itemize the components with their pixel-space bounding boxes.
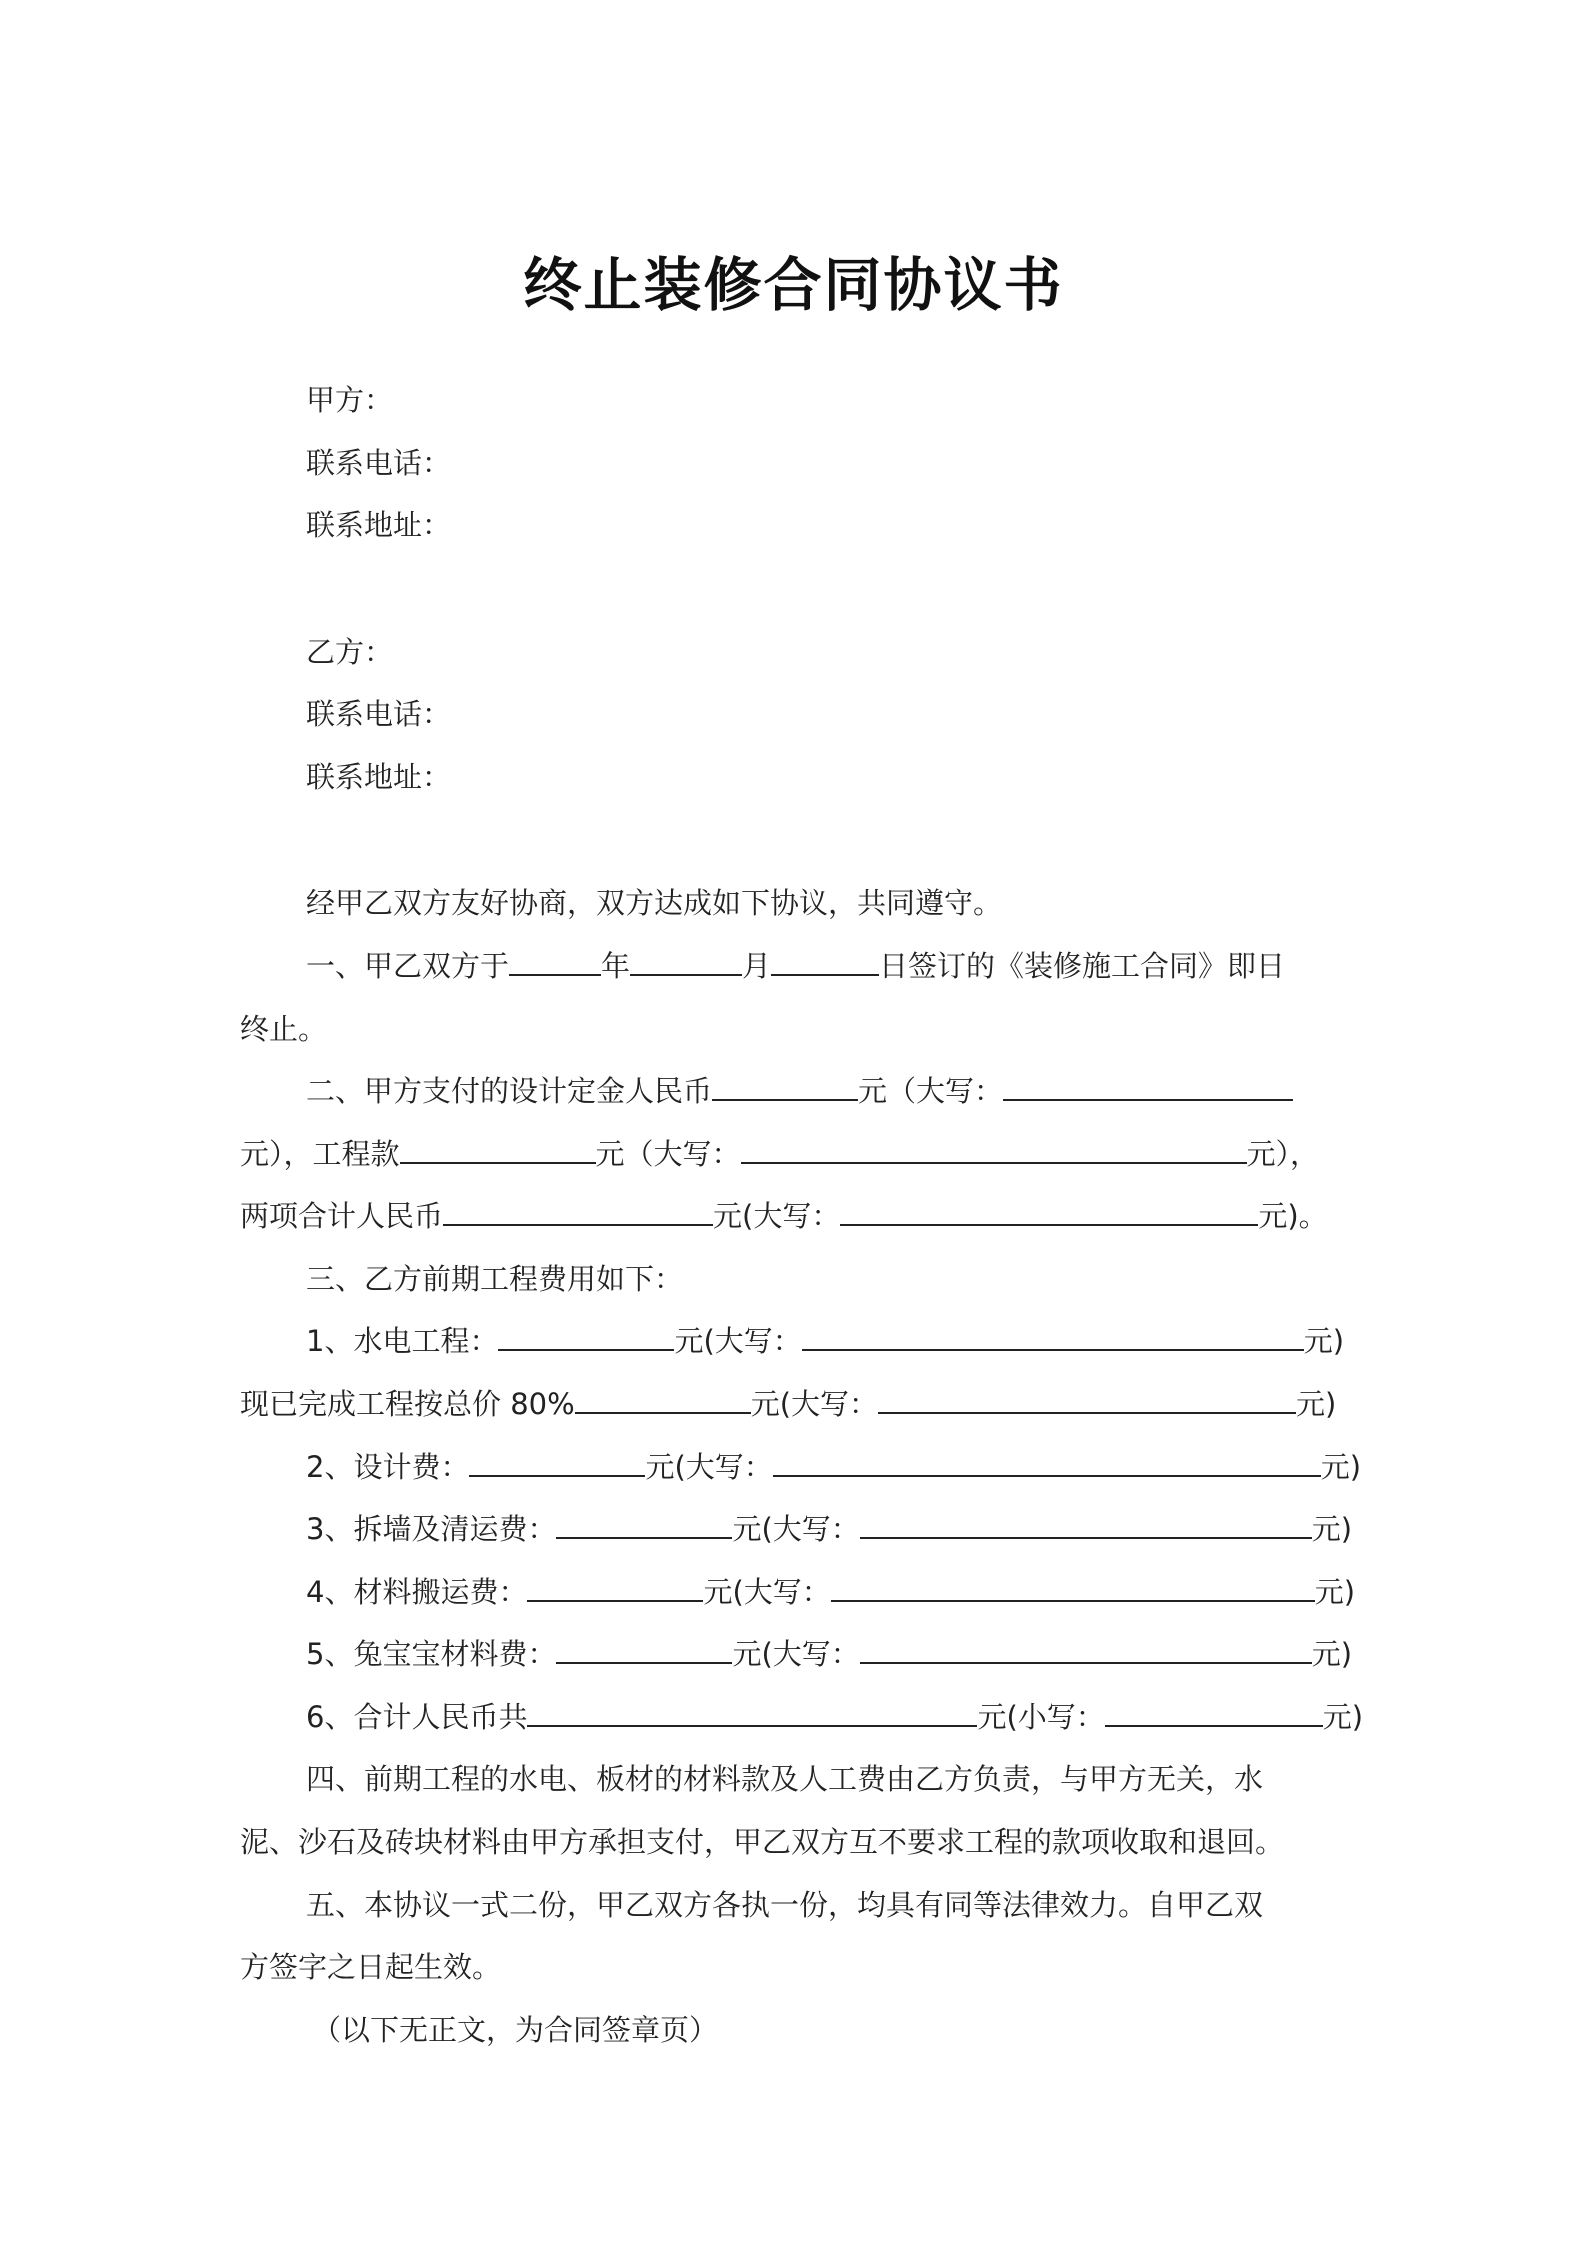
yuan-close: 元) bbox=[1311, 1637, 1353, 1671]
fee-item-label: 3、拆墙及清运费： bbox=[306, 1512, 557, 1546]
project-fee-blank bbox=[400, 1136, 596, 1164]
daxie-label: 元（大写： bbox=[858, 1074, 1004, 1108]
xiaoxie-blank bbox=[1105, 1699, 1323, 1727]
clause-1-line-2: 终止。 bbox=[240, 1012, 328, 1046]
intro-paragraph: 经甲乙双方友好协商，双方达成如下协议，共同遵守。 bbox=[306, 886, 1003, 920]
fee-item-4 bbox=[306, 1572, 1355, 1612]
daxie-blank bbox=[773, 1449, 1321, 1477]
day-blank bbox=[771, 948, 879, 976]
fee-item-label: 4、材料搬运费： bbox=[306, 1575, 528, 1609]
completed-work-line bbox=[240, 1384, 1336, 1424]
amount-blank bbox=[469, 1449, 645, 1477]
fee-item-3 bbox=[306, 1509, 1352, 1549]
amount-blank bbox=[575, 1386, 751, 1414]
daxie-blank bbox=[802, 1323, 1304, 1351]
completed-work-label: 现已完成工程按总价 80% bbox=[240, 1387, 575, 1421]
month-blank bbox=[630, 948, 742, 976]
project-fee-label: 元），工程款 bbox=[240, 1137, 400, 1171]
total-amount-blank bbox=[527, 1699, 977, 1727]
fee-item-label: 6、合计人民币共 bbox=[306, 1700, 528, 1734]
daxie-label: 元(大写： bbox=[703, 1575, 831, 1609]
amount-blank bbox=[556, 1511, 732, 1539]
day-sign-text: 日签订的《装修施工合同》即日 bbox=[879, 949, 1286, 983]
daxie-blank bbox=[878, 1386, 1296, 1414]
clause-2-line-3 bbox=[240, 1196, 1328, 1236]
year-label: 年 bbox=[601, 949, 631, 983]
total-amount-blank bbox=[443, 1198, 713, 1226]
deposit-daxie-blank bbox=[1003, 1073, 1293, 1101]
party-b-label: 乙方： bbox=[306, 635, 394, 669]
clause-4-line-2: 泥、沙石及砖块材料由甲方承担支付，甲乙双方互不要求工程的款项收取和退回。 bbox=[240, 1825, 1285, 1859]
fee-item-1 bbox=[306, 1321, 1344, 1361]
clause-1-text: 一、甲乙双方于 bbox=[306, 949, 510, 983]
daxie-blank bbox=[860, 1511, 1312, 1539]
month-label: 月 bbox=[742, 949, 772, 983]
yuan-close: 元) bbox=[1314, 1575, 1356, 1609]
party-b-address-label: 联系地址： bbox=[306, 760, 452, 794]
clause-2-line-2 bbox=[240, 1134, 1319, 1174]
daxie-label: 元(大写： bbox=[713, 1199, 841, 1233]
daxie-label: 元(大写： bbox=[750, 1387, 879, 1421]
daxie-label: 元(大写： bbox=[732, 1512, 860, 1546]
party-a-label: 甲方： bbox=[306, 383, 394, 417]
total-label: 两项合计人民币 bbox=[240, 1199, 444, 1233]
clause-1-line-1 bbox=[306, 946, 1285, 986]
deposit-amount-blank bbox=[712, 1073, 858, 1101]
total-daxie-blank bbox=[840, 1198, 1258, 1226]
daxie-label: 元(大写： bbox=[732, 1637, 860, 1671]
fee-item-5 bbox=[306, 1634, 1352, 1674]
project-fee-daxie-blank bbox=[741, 1136, 1247, 1164]
clause-5-line-1: 五、本协议一式二份，甲乙双方各执一份，均具有同等法律效力。自甲乙双 bbox=[306, 1888, 1264, 1922]
amount-blank bbox=[556, 1636, 732, 1664]
yuan-close: 元) bbox=[1296, 1387, 1337, 1421]
yuan-close: 元) bbox=[1311, 1512, 1353, 1546]
year-blank bbox=[509, 948, 601, 976]
daxie-blank bbox=[860, 1636, 1312, 1664]
party-a-address-label: 联系地址： bbox=[306, 508, 452, 542]
clause-2-text: 二、甲方支付的设计定金人民币 bbox=[306, 1074, 713, 1108]
footer-note: （以下无正文，为合同签章页） bbox=[312, 2013, 719, 2047]
fee-item-label: 1、水电工程： bbox=[306, 1324, 499, 1358]
daxie-blank bbox=[831, 1574, 1315, 1602]
party-a-phone-label: 联系电话： bbox=[306, 446, 452, 480]
amount-blank bbox=[498, 1323, 674, 1351]
clause-3-heading: 三、乙方前期工程费用如下： bbox=[306, 1262, 684, 1296]
yuan-close: 元）， bbox=[1246, 1137, 1320, 1171]
daxie-label: 元(大写： bbox=[674, 1324, 802, 1358]
yuan-close: 元) bbox=[1303, 1324, 1345, 1358]
party-b-phone-label: 联系电话： bbox=[306, 697, 452, 731]
xiaoxie-label: 元(小写： bbox=[977, 1700, 1105, 1734]
clause-4-line-1: 四、前期工程的水电、板材的材料款及人工费由乙方负责，与甲方无关，水 bbox=[306, 1762, 1264, 1796]
fee-item-2 bbox=[306, 1447, 1361, 1487]
page-title: 终止装修合同协议书 bbox=[523, 251, 1064, 319]
yuan-close: 元) bbox=[1320, 1450, 1362, 1484]
amount-blank bbox=[527, 1574, 703, 1602]
fee-item-label: 2、设计费： bbox=[306, 1450, 470, 1484]
fee-item-label: 5、兔宝宝材料费： bbox=[306, 1637, 557, 1671]
daxie-label: 元(大写： bbox=[645, 1450, 773, 1484]
clause-5-line-2: 方签字之日起生效。 bbox=[240, 1950, 502, 1984]
yuan-close: 元) bbox=[1322, 1700, 1364, 1734]
yuan-close: 元)。 bbox=[1258, 1199, 1328, 1233]
fee-item-6 bbox=[306, 1697, 1363, 1737]
daxie-label: 元（大写： bbox=[595, 1137, 741, 1171]
clause-2-line-1 bbox=[306, 1071, 1293, 1111]
